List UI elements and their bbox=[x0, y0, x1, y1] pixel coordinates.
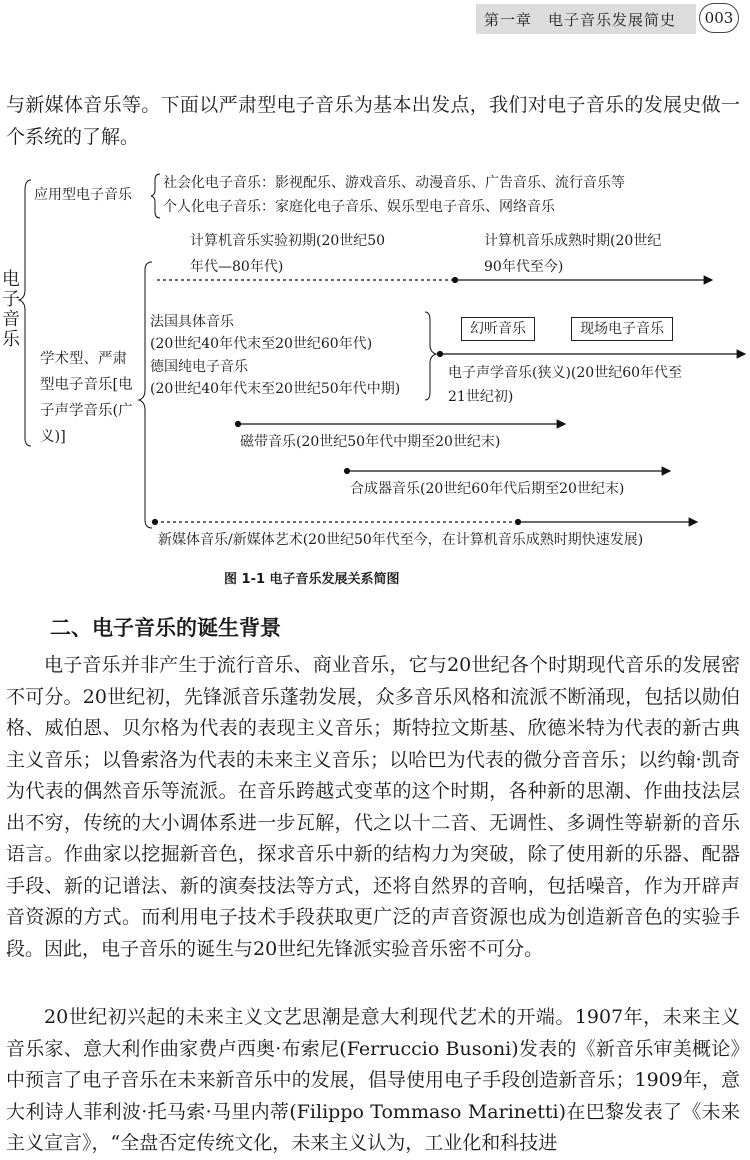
computer-early-line2: 年代—80年代) bbox=[190, 259, 284, 275]
live-electronic-box: 现场电子音乐 bbox=[571, 317, 673, 341]
german-electronic-period: (20世纪40年代末至20世纪50年代中期) bbox=[150, 381, 401, 397]
french-concrete-music: 法国具体音乐 bbox=[150, 314, 234, 330]
electroacoustic-line1: 电子声学音乐(狭义)(20世纪60年代至 bbox=[448, 365, 683, 381]
tape-music: 磁带音乐(20世纪50年代中期至20世纪末) bbox=[240, 434, 501, 450]
paragraph-2: 20世纪初兴起的未来主义文艺思潮是意大利现代艺术的开端。1907年，未来主义音乐家、意大利作曲家费卢西奥·布索尼(Ferruccio Busoni)发表的《新音乐审美概论》中预言了电子音乐在未来新音乐中的发展，倡导使用电子手段创造新音乐；1909年，意大利诗人菲利波·托马索·马里内蒂(Filippo Tommaso Marinetti)在巴黎发表了《未来主义宣言》，“全盘否定传统文化，未来主义认为，工业化和科技进 bbox=[6, 1006, 740, 1154]
computer-mature-line2: 90年代至今) bbox=[484, 259, 564, 275]
french-concrete-period: (20世纪40年代末至20世纪60年代) bbox=[150, 336, 373, 352]
chapter-title: 第一章 电子音乐发展简史 bbox=[484, 11, 677, 29]
figure-caption: 图 1-1 电子音乐发展关系简图 bbox=[224, 572, 400, 587]
applied-brace bbox=[151, 174, 160, 218]
german-electronic-music: 德国纯电子音乐 bbox=[150, 359, 248, 375]
section-title: 二、电子音乐的诞生背景 bbox=[50, 616, 281, 640]
computer-early-line1: 计算机音乐实验初期(20世纪50 bbox=[190, 233, 386, 249]
page-number: 003 bbox=[699, 3, 739, 33]
fg-brace bbox=[425, 312, 436, 400]
applied-type-label: 应用型电子音乐 bbox=[34, 187, 132, 203]
personal-music: 个人化电子音乐：家庭化电子音乐、娱乐型电子音乐、网络音乐 bbox=[163, 199, 555, 215]
computer-mature-line1: 计算机音乐成熟时期(20世纪 bbox=[484, 233, 662, 249]
paragraph-1: 电子音乐并非产生于流行音乐、商业音乐，它与20世纪各个时期现代音乐的发展密不可分。20世纪初，先锋派音乐蓬勃发展，众多音乐风格和流派不断涌现，包括以勋伯格、威伯恩、贝尔格为代表的表现主义音乐；斯特拉文斯基、欣德米特为代表的新古典主义音乐；以鲁索洛为代表的未来主义音乐；以哈巴为代表的微分音音乐；以约翰·凯奇为代表的偶然音乐等流派。在音乐跨越式变革的这个时期，各种新的思潮、作曲技法层出不穷，传统的大小调体系进一步瓦解，代之以十二音、无调性、多调性等崭新的音乐语言。作曲家以挖掘新音色，探求音乐中新的结构力为突破，除了使用新的乐器、配器手段、新的记谱法、新的演奏技法等方式，还将自然界的音响，包括噪音，作为开辟声音资源的方式。而利用电子技术手段获取更广泛的声音资源也成为创造新音色的实验手段。因此，电子音乐的诞生与20世纪先锋派实验音乐密不可分。 bbox=[6, 654, 740, 960]
diagram-root: 电子音乐 bbox=[2, 269, 20, 350]
social-music: 社会化电子音乐：影视配乐、游戏音乐、动漫音乐、广告音乐、流行音乐等 bbox=[163, 175, 625, 191]
intro-paragraph: 与新媒体音乐等。下面以严肃型电子音乐为基本出发点，我们对电子音乐的发展史做一个系统的了解。 bbox=[6, 94, 740, 148]
new-media-music: 新媒体音乐/新媒体艺术(20世纪50年代至今，在计算机音乐成熟时期快速发展) bbox=[158, 532, 644, 548]
synth-music: 合成器音乐(20世纪60年代后期至20世纪末) bbox=[350, 481, 625, 497]
academic-type-label: 学术型、严肃型电子音乐[电子声学音乐(广义)] bbox=[40, 351, 133, 445]
electroacoustic-line2: 21世纪初) bbox=[448, 389, 514, 405]
acousmatic-box: 幻听音乐 bbox=[461, 317, 535, 341]
